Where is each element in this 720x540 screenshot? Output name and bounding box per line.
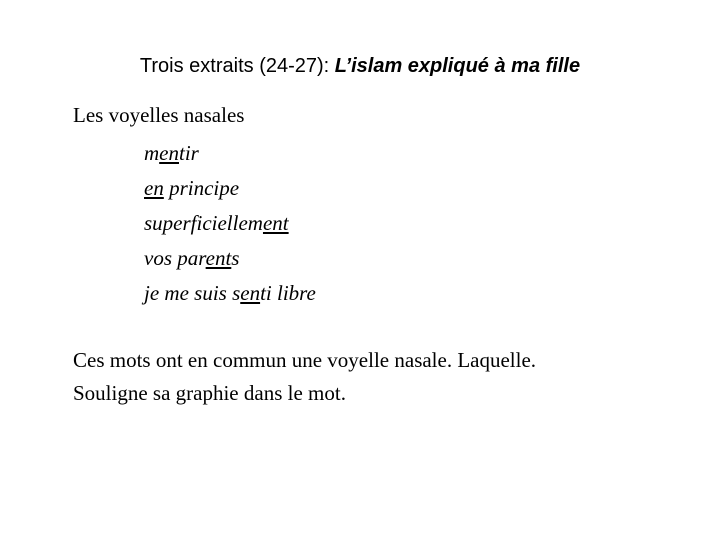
example-word-list — [144, 136, 316, 311]
instruction-line-2: Souligne sa graphie dans le mot. — [73, 381, 346, 405]
example-text: je me suis s — [144, 281, 241, 305]
slide-title — [0, 53, 720, 79]
slide-title-prefix: Trois extraits (24-27): — [139, 55, 335, 77]
nasal-vowel-underlined: en — [240, 281, 261, 305]
example-text: vos par — [144, 246, 206, 270]
instruction-line-1: Ces mots ont en commun une voyelle nasale. Laquelle. — [73, 348, 537, 372]
nasal-vowel-underlined: en — [144, 176, 164, 200]
example-item — [144, 241, 316, 276]
example-item — [144, 171, 316, 206]
section-heading: Les voyelles nasales — [73, 103, 245, 127]
example-text: s — [231, 246, 240, 270]
example-text: tir — [179, 141, 199, 165]
instructions — [73, 344, 536, 410]
book-title: L’islam expliqué à ma fille — [334, 55, 581, 77]
example-text: principe — [163, 176, 240, 200]
example-item — [144, 136, 316, 171]
nasal-vowel-underlined: en — [159, 141, 179, 165]
nasal-vowel-underlined: ent — [262, 211, 289, 235]
example-text: m — [144, 141, 160, 165]
example-text: superficiellem — [144, 211, 263, 235]
nasal-vowel-underlined: ent — [205, 246, 232, 270]
example-text: ti libre — [260, 281, 316, 305]
example-item — [144, 276, 316, 311]
example-item — [144, 206, 316, 241]
